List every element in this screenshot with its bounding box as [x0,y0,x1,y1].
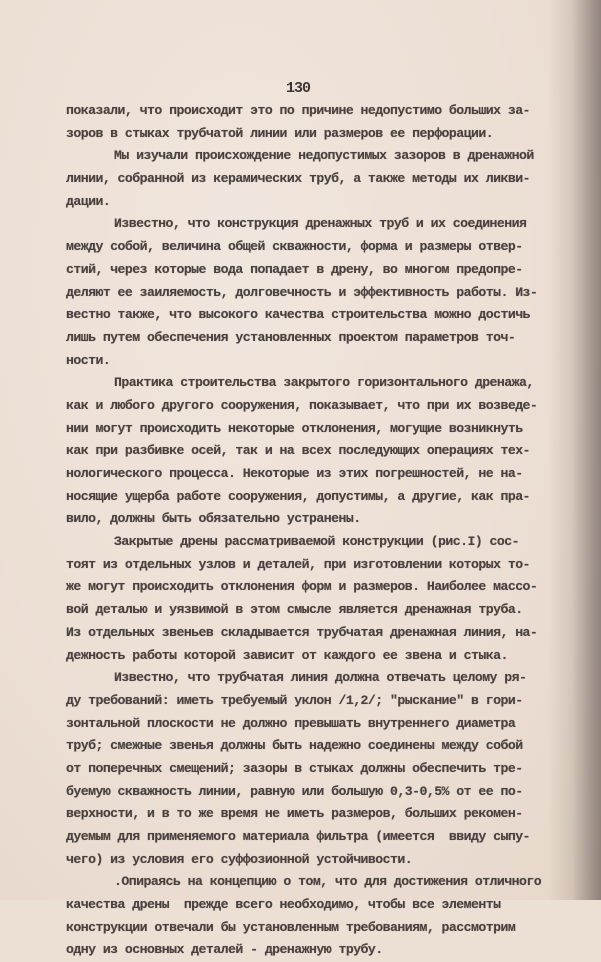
text-line: Мы изучали происхождение недопустимых зазоров в дренажной [114,148,534,164]
text-line: показали, что происходит это по причине недопустимо больших за- [66,103,530,118]
text-line: же могут происходить отклонения форм и размеров. Наиболее массо- [66,579,538,595]
text-line: как при разбивке осей, так и на всех последующих операциях тех- [66,443,530,459]
text-line: дуемым для применяемого материала фильтра (имеется ввиду сыпу- [66,829,530,844]
text-line: вило, должны быть обязательно устранены. [66,511,361,527]
text-line: дежность работы которой зависит от каждого ее звена и стыка. [66,647,508,663]
text-line: труб; смежные звенья должны быть надежно соединены между собой [66,738,523,754]
text-line: Из отдельных звеньев складывается трубчатая дренажная линия, на- [66,624,538,640]
text-line: стий, через которые вода попадает в дрену, во многом предопре- [66,261,523,277]
text-line: нии могут происходить некоторые отклонения, могущие возникнуть [66,420,523,436]
text-line: дации. [66,193,111,209]
text-line: лишь путем обеспечения установленных проектом параметров точ- [66,329,516,345]
text-line: ду требований: иметь требуемый уклон /1,2/; "рыскание" в гори- [66,692,523,708]
text-line: носящие ущерба работе сооружения, допустимы, а другие, как пра- [66,488,530,504]
text-line: Практика строительства закрытого горизонтального дренажа, [114,375,534,391]
page-number: 130 [286,80,311,97]
text-line: конструкции отвечали бы установленным требованиям, рассмотрим [66,919,516,935]
text-line: вестно также, что высокого качества строительства можно достичь [66,307,530,323]
text-line: Известно, что трубчатая линия должна отвечать целому ря- [114,670,527,686]
body-text [66,100,566,962]
text-line: тоят из отдельных узлов и деталей, при изготовлении которых то- [66,556,530,572]
text-line: линии, собранной из керамических труб, а также методы их ликви- [66,171,530,187]
text-line: буемую скважность линии, равную или большую 0,3-0,5% от ее по- [66,783,523,799]
text-line: верхности, и в то же время не иметь размеров, больших рекомен- [66,806,523,822]
text-line: от поперечных смещений; зазоры в стыках должны обеспечить тре- [66,760,523,776]
text-line: зоров в стыках трубчатой линии или размеров ее перфорации. [66,125,494,141]
text-line: деляют ее заиляемость, долговечность и эффективность работы. Из- [66,284,538,300]
text-line: между собой, величина общей скважности, форма и размеры отвер- [66,239,523,255]
text-line: .Опираясь на концепцию о том, что для достижения отличного [114,874,542,890]
text-line: Закрытые дрены рассматриваемой конструкции (рис.I) сос- [114,534,520,550]
text-line: качества дрены прежде всего необходимо, чтобы все элементы [66,897,501,913]
text-line: нологического процесса. Некоторые из этих погрешностей, не на- [66,466,523,481]
text-line: зонтальной плоскости не должно превышать внутреннего диаметра [66,715,516,731]
text-line: вой деталью и уязвимой в этом смысле является дренажная труба. [66,602,523,618]
text-line: Известно, что конструкция дренажных труб и их соединения [114,216,527,232]
text-line: ности. [66,352,111,368]
text-line: одну из основных деталей - дренажную трубу. [66,942,383,958]
text-line: чего) из условия его суффозионной устойчивости. [66,851,413,867]
text-line: как и любого другого сооружения, показывает, что при их возведе- [66,397,538,413]
